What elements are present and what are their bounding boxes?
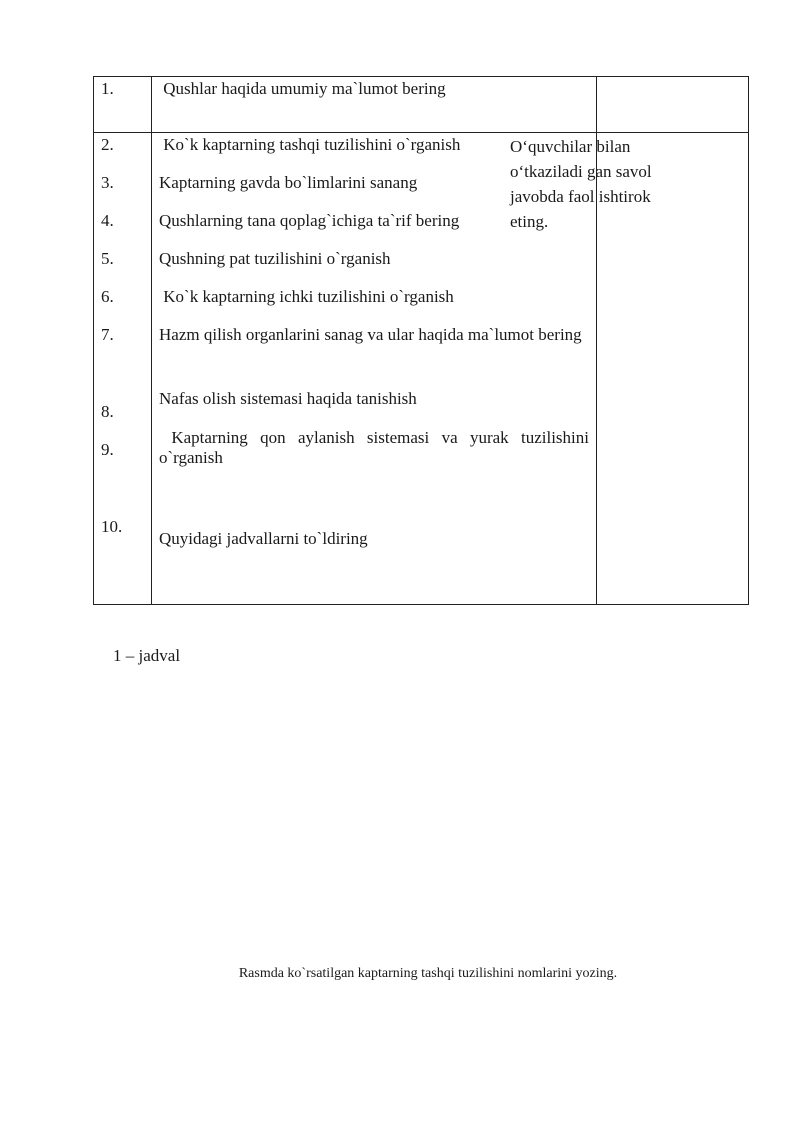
- row-number: 4.: [101, 211, 114, 230]
- row-number: 6.: [101, 287, 114, 306]
- activity-note: O‘quvchilar bilan o‘tkaziladi gan savol javobda faol ishtirok eting.: [510, 137, 652, 231]
- column-divider-1: [151, 77, 152, 604]
- row-number: 2.: [101, 135, 114, 154]
- task-text: Ko`k kaptarning tashqi tuzilishini o`rganish: [159, 135, 461, 154]
- task-text: Ko`k kaptarning ichki tuzilishini o`rganish: [159, 287, 454, 306]
- row-number: 7.: [101, 325, 114, 344]
- row-number: 3.: [101, 173, 114, 192]
- task-text: Kaptarning qon aylanish sistemasi va yurak tuzilishini o`rganish: [159, 428, 594, 467]
- task-text: Qushlar haqida umumiy ma`lumot bering: [159, 79, 446, 98]
- task-text: Hazm qilish organlarini sanag va ular haqida ma`lumot bering: [159, 325, 582, 344]
- row-number: 5.: [101, 249, 114, 268]
- row-number: 1.: [101, 79, 114, 98]
- instruction-text: Rasmda ko`rsatilgan kaptarning tashqi tuzilishini nomlarini yozing.: [238, 966, 618, 981]
- task-text: Qushlarning tana qoplag`ichiga ta`rif bering: [159, 211, 460, 230]
- row-number: 9.: [101, 440, 114, 459]
- row-number: 10.: [101, 517, 123, 536]
- task-text: Qushning pat tuzilishini o`rganish: [159, 249, 391, 268]
- task-text: Nafas olish sistemasi haqida tanishish: [159, 389, 417, 408]
- table-caption: 1 – jadval: [113, 646, 181, 665]
- row-number: 8.: [101, 402, 114, 421]
- task-text: Kaptarning gavda bo`limlarini sanang: [159, 173, 418, 192]
- task-text: Quyidagi jadvallarni to`ldiring: [159, 529, 368, 548]
- row-divider: [94, 132, 748, 133]
